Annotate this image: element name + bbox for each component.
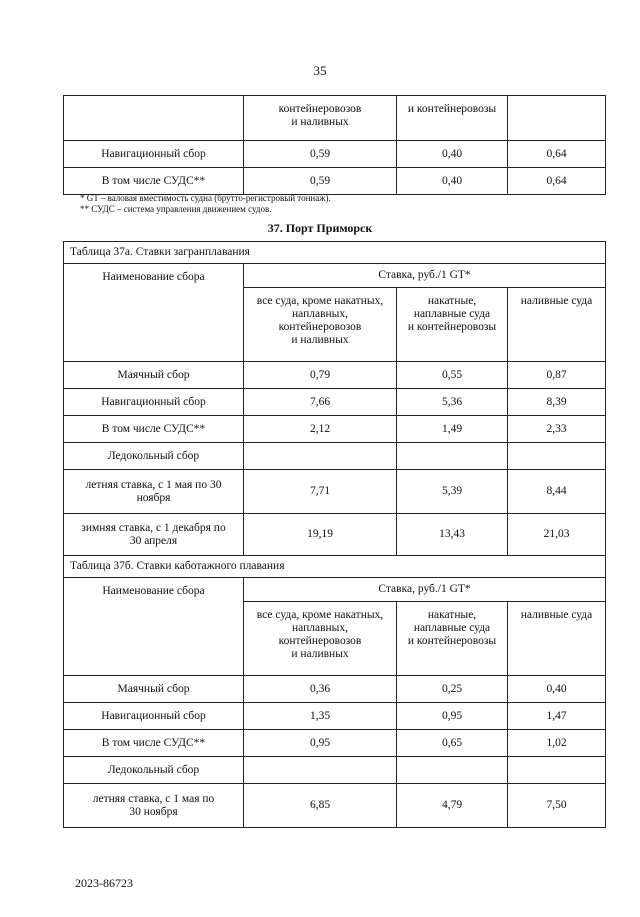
- table-row: [64, 676, 606, 703]
- rate-value: 6,85: [244, 784, 397, 828]
- footnote-suds: ** СУДС – система управления движением судов.: [80, 204, 272, 214]
- rate-value: [397, 757, 508, 784]
- footnotes: [80, 193, 331, 215]
- column-header-rate: Ставка, руб./1 GT*: [244, 578, 606, 602]
- rate-value: 1,47: [508, 703, 606, 730]
- rate-value: [244, 443, 397, 470]
- column-header-name: Наименование сбора: [64, 264, 244, 362]
- rate-value: 2,12: [244, 416, 397, 443]
- subheader-roro-container: накатные, наплавные суда и контейнеровозы: [397, 288, 508, 362]
- table-row: [64, 784, 606, 828]
- rate-value: 0,95: [244, 730, 397, 757]
- rate-value: 0,40: [508, 676, 606, 703]
- fee-name: Навигационный сбор: [64, 141, 244, 168]
- subheader-tankers: наливные суда: [508, 602, 606, 676]
- rate-value: 0,25: [397, 676, 508, 703]
- table-caption: Таблица 37а. Ставки загранплавания: [64, 242, 606, 264]
- rate-value: [508, 757, 606, 784]
- rate-value: 5,39: [397, 470, 508, 514]
- rate-value: 0,40: [397, 168, 508, 195]
- fee-name: Ледокольный сбор: [64, 757, 244, 784]
- rate-value: 4,79: [397, 784, 508, 828]
- table-row: [64, 362, 606, 389]
- subheader-all-vessels: все суда, кроме накатных, наплавных, контейнеровозов и наливных: [244, 288, 397, 362]
- table-row: [64, 443, 606, 470]
- continued-table: [63, 95, 606, 195]
- rate-value: 0,65: [397, 730, 508, 757]
- subheader-tankers: наливные суда: [508, 288, 606, 362]
- table-header-row: [64, 96, 606, 141]
- rate-value: 0,64: [508, 168, 606, 195]
- rate-value: 1,35: [244, 703, 397, 730]
- table-row: [64, 416, 606, 443]
- fee-name: В том числе СУДС**: [64, 730, 244, 757]
- header-cell: [508, 96, 606, 141]
- rate-value: 1,49: [397, 416, 508, 443]
- header-cell: контейнеровозов и наливных: [244, 96, 397, 141]
- fee-name: Маячный сбор: [64, 676, 244, 703]
- rate-value: 1,02: [508, 730, 606, 757]
- table-caption-row: [64, 242, 606, 264]
- fee-name: Ледокольный сбор: [64, 443, 244, 470]
- table-row: [64, 514, 606, 556]
- fee-name: зимняя ставка, с 1 декабря по 30 апреля: [64, 514, 244, 556]
- section-title: 37. Порт Приморск: [267, 221, 373, 235]
- subheader-roro-container: накатные, наплавные суда и контейнеровозы: [397, 602, 508, 676]
- rate-value: 0,95: [397, 703, 508, 730]
- rate-value: 2,33: [508, 416, 606, 443]
- page-number: 35: [313, 63, 327, 78]
- table-row: [64, 389, 606, 416]
- table-row: [64, 168, 606, 195]
- column-header-name: Наименование сбора: [64, 578, 244, 676]
- table-row: [64, 757, 606, 784]
- rate-value: 0,59: [244, 141, 397, 168]
- rate-value: 0,87: [508, 362, 606, 389]
- rate-value: 7,66: [244, 389, 397, 416]
- table-row: [64, 141, 606, 168]
- rate-value: [508, 443, 606, 470]
- rate-value: 7,50: [508, 784, 606, 828]
- rate-value: [397, 443, 508, 470]
- rate-value: 0,40: [397, 141, 508, 168]
- header-cell: [64, 96, 244, 141]
- table-row: [64, 470, 606, 514]
- rate-value: [244, 757, 397, 784]
- rates-table: [63, 241, 606, 828]
- header-cell: и контейнеровозы: [397, 96, 508, 141]
- fee-name: Навигационный сбор: [64, 389, 244, 416]
- rate-value: 19,19: [244, 514, 397, 556]
- rate-value: 7,71: [244, 470, 397, 514]
- fee-name: летняя ставка, с 1 мая по 30 ноября: [64, 784, 244, 828]
- rate-value: 5,36: [397, 389, 508, 416]
- column-header-rate: Ставка, руб./1 GT*: [244, 264, 606, 288]
- rate-value: 8,39: [508, 389, 606, 416]
- document-number: 2023-86723: [75, 876, 133, 890]
- fee-name: Маячный сбор: [64, 362, 244, 389]
- footnote-gt: * GT – валовая вместимость судна (брутто-регистровый тоннаж).: [80, 193, 331, 203]
- fee-name: Навигационный сбор: [64, 703, 244, 730]
- subheader-all-vessels: все суда, кроме накатных, наплавных, контейнеровозов и наливных: [244, 602, 397, 676]
- rate-value: 0,64: [508, 141, 606, 168]
- fee-name: В том числе СУДС**: [64, 168, 244, 195]
- rate-value: 8,44: [508, 470, 606, 514]
- table-caption-row: [64, 556, 606, 578]
- table-header-row: [64, 578, 606, 602]
- table-row: [64, 703, 606, 730]
- table-header-row: [64, 264, 606, 288]
- table-caption: Таблица 37б. Ставки каботажного плавания: [64, 556, 606, 578]
- fee-name: В том числе СУДС**: [64, 416, 244, 443]
- rate-value: 0,79: [244, 362, 397, 389]
- table-row: [64, 730, 606, 757]
- rate-value: 21,03: [508, 514, 606, 556]
- rate-value: 0,36: [244, 676, 397, 703]
- rate-value: 0,59: [244, 168, 397, 195]
- rate-value: 13,43: [397, 514, 508, 556]
- rate-value: 0,55: [397, 362, 508, 389]
- fee-name: летняя ставка, с 1 мая по 30 ноября: [64, 470, 244, 514]
